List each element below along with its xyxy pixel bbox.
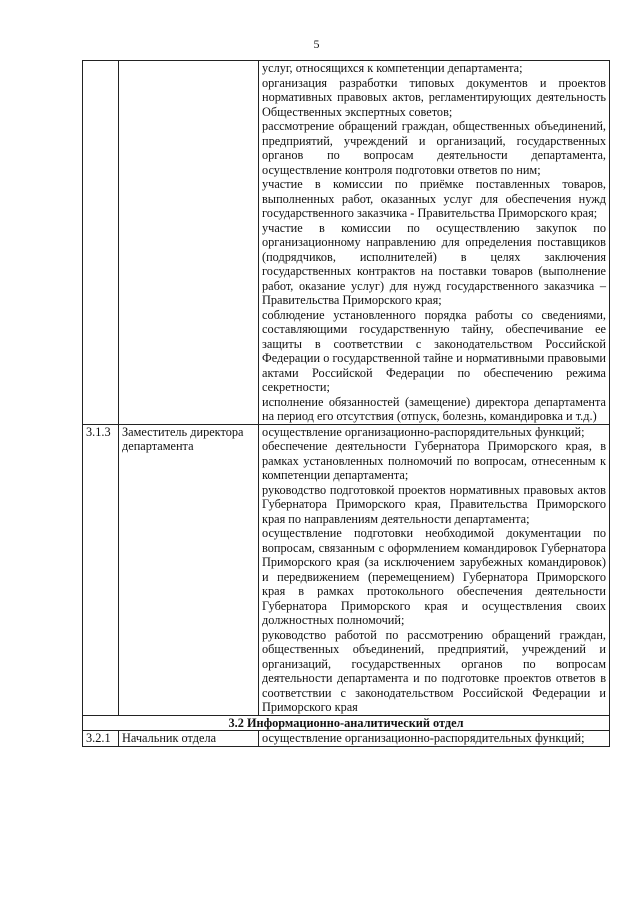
duty-item: осуществление организационно-распорядительных функций; — [262, 731, 585, 745]
duty-item: осуществление организационно-распорядительных функций; — [262, 424, 585, 439]
duties-cell — [259, 61, 610, 425]
duty-item: руководство работой по рассмотрению обращений граждан, общественных объединений, предприятий, учреждений и организаций, государственных органов по вопросам деятельности департамента и по подготовке проектов ответов в соответствии с законодательством Российской Федерации и Приморского края — [262, 627, 606, 714]
duty-item: соблюдение установленного порядка работы со сведениями, составляющими государственную тайну, обеспечивание ее защиты в соответствии с законодательством Российской Федерации о государственной тайне и нормативными правовыми актами Российской Федерации по обеспечению режима секретности; — [262, 307, 606, 394]
table-row — [83, 424, 610, 715]
section-title: 3.2 Информационно-аналитический отдел — [83, 715, 610, 731]
page-number: 5 — [313, 37, 320, 51]
duty-item: участие в комиссии по осуществлению закупок по организационному направлению для определения поставщиков (подрядчиков, исполнителей) в целях заключения государственных контрактов на поставки товаров (выполнение работ, оказание услуг) для нужд государственного заказчика – Правительства Приморского края; — [262, 220, 606, 307]
section-header-row — [83, 715, 610, 731]
duty-item: рассмотрение обращений граждан, общественных объединений, предприятий, учреждений и организаций, государственных органов по вопросам деятельности департамента, осуществление контроля подготовки ответов по ним; — [262, 119, 606, 177]
row-number-cell: 3.2.1 — [83, 731, 119, 747]
position-cell: Начальник отдела — [119, 731, 259, 747]
duty-item: исполнение обязанностей (замещение) директора департамента на период его отсутствия (отпуск, болезнь, командировка и т.д.) — [262, 394, 606, 423]
duty-item: руководство подготовкой проектов нормативных правовых актов Губернатора Приморского края, Правительства Приморского края по направлениям деятельности департамента; — [262, 482, 606, 526]
duty-item: обеспечение деятельности Губернатора Приморского края, в рамках установленных полномочий по вопросам, отнесенным к компетенции департамента; — [262, 439, 606, 482]
table-row — [83, 731, 610, 747]
duties-table — [82, 60, 610, 747]
duty-item: организация разработки типовых документов и проектов нормативных правовых актов, регламентирующих деятельность Общественных экспертных советов; — [262, 75, 606, 119]
duties-cell — [259, 731, 610, 747]
row-number-cell: 3.1.3 — [83, 424, 119, 715]
row-number-cell — [83, 61, 119, 425]
duty-item: услуг, относящихся к компетенции департамента; — [262, 61, 523, 75]
table-row — [83, 61, 610, 425]
duty-item: участие в комиссии по приёмке поставленных товаров, выполненных работ, оказанных услуг для обеспечения нужд государственного заказчика - Правительства Приморского края; — [262, 177, 606, 220]
position-cell — [119, 61, 259, 425]
duties-cell — [259, 424, 610, 715]
position-cell: Заместитель директора департамента — [119, 424, 259, 715]
duty-item: осуществление подготовки необходимой документации по вопросам, связанным с оформлением командировок Губернатора Приморского края (за исключением зарубежных командировок) и передвижением (перемещением) Губернатора Приморского края в рамках протокольного обеспечения деятельности Губернатора Приморского края и осуществления своих должностных полномочий; — [262, 526, 606, 627]
